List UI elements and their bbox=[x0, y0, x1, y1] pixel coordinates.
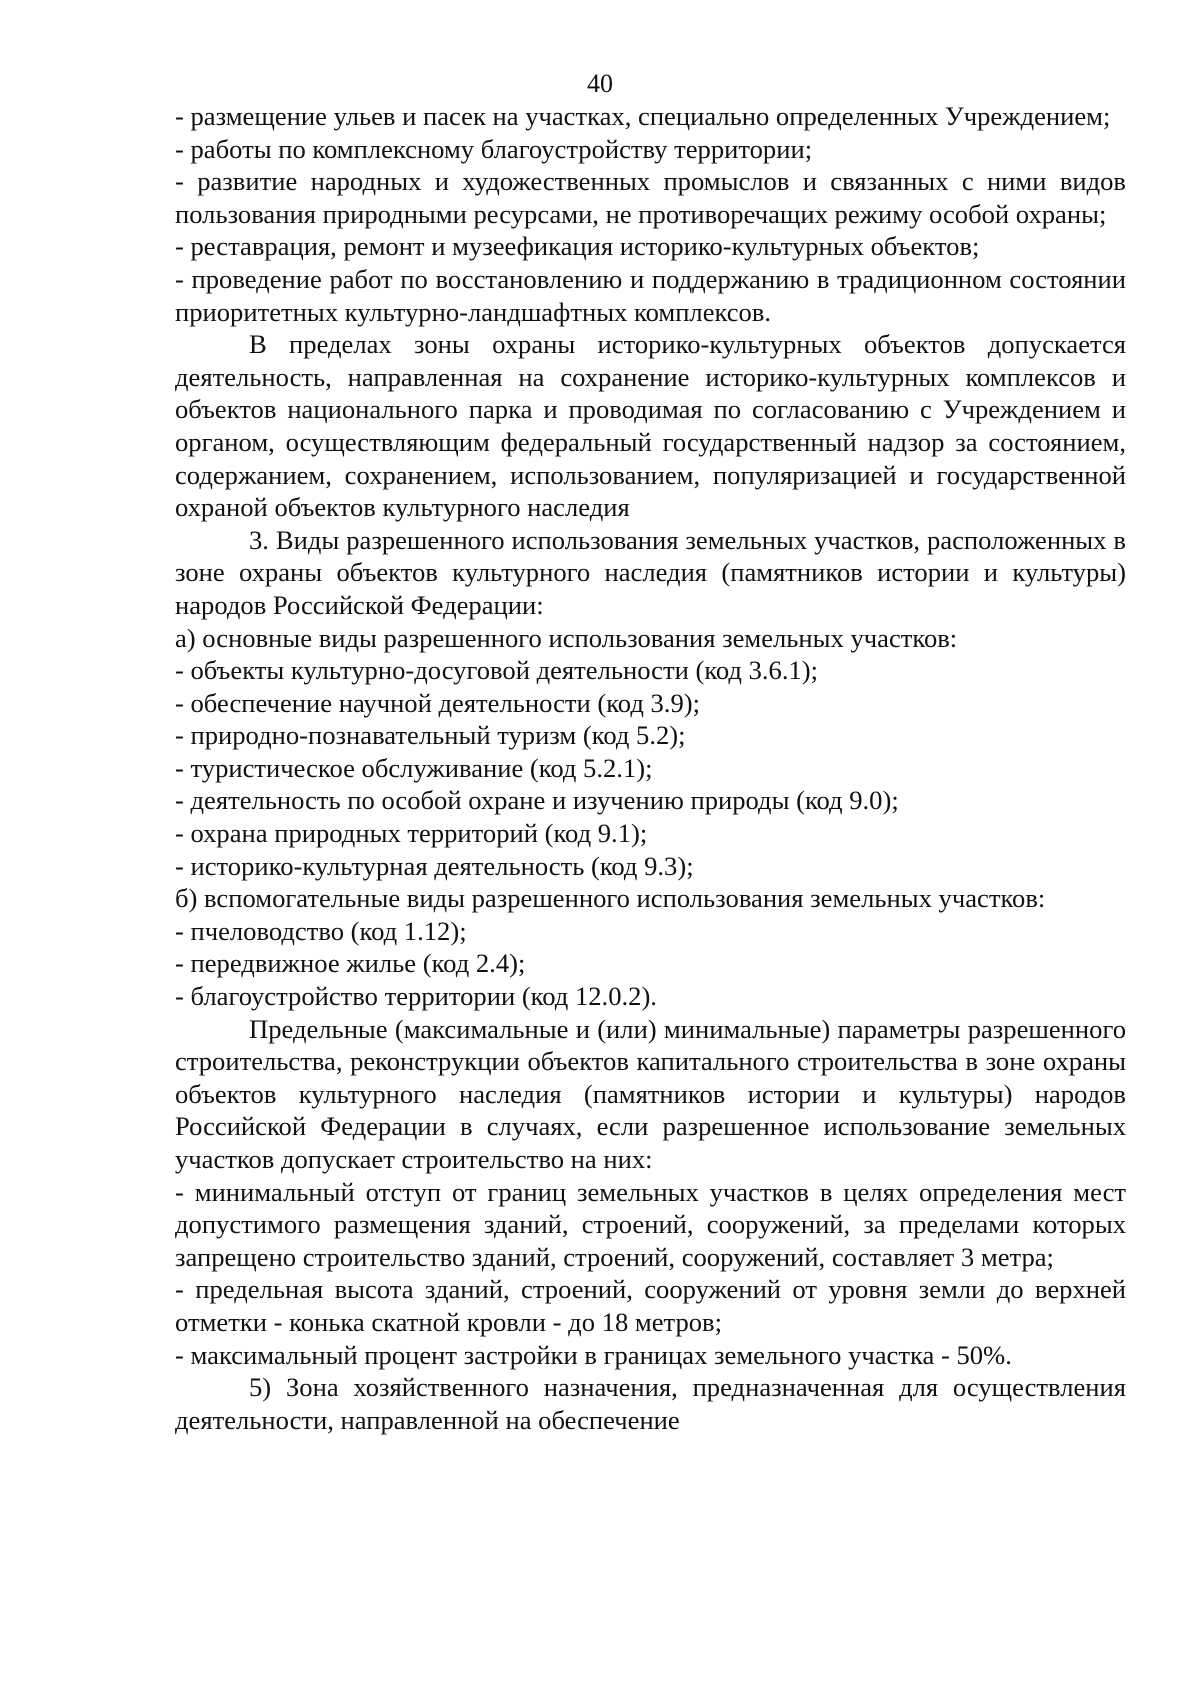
list-item: - деятельность по особой охране и изучению природы (код 9.0); bbox=[175, 785, 899, 816]
page-number: 40 bbox=[587, 69, 613, 98]
list-item: - историко-культурная деятельность (код 9.3); bbox=[175, 850, 694, 881]
paragraph: 5) Зона хозяйственного назначения, предназначенная для осуществления деятельности, направленной на обеспечение bbox=[175, 1372, 1126, 1435]
paragraph: - развитие народных и художественных промыслов и связанных с ними видов пользования природными ресурсами, не противоречащих режиму особой охраны; bbox=[175, 166, 1126, 229]
paragraph: - работы по комплексному благоустройству территории; bbox=[175, 133, 813, 164]
paragraph: - проведение работ по восстановлению и поддержанию в традиционном состоянии приоритетных культурно-ландшафтных комплексов. bbox=[175, 263, 1126, 327]
paragraph: - реставрация, ремонт и музеефикация историко-культурных объектов; bbox=[175, 231, 980, 262]
paragraph: Предельные (максимальные и (или) минимальные) параметры разрешенного строительства, реконструкции объектов капитального строительства в зоне охраны объектов культурного наследия (памятников истории и культуры) народов Российской Федерации в случаях, если разрешенное использование земельных участков допускает строительство на них: bbox=[175, 1013, 1126, 1174]
list-item: - природно-познавательный туризм (код 5.2); bbox=[175, 720, 686, 751]
list-item: - обеспечение научной деятельности (код 3.9); bbox=[175, 687, 700, 718]
list-item: - максимальный процент застройки в границах земельного участка - 50%. bbox=[175, 1339, 1012, 1370]
paragraph: а) основные виды разрешенного использования земельных участков: bbox=[175, 622, 958, 653]
list-item: - благоустройство территории (код 12.0.2). bbox=[175, 981, 657, 1012]
list-item: - пчеловодство (код 1.12); bbox=[175, 915, 467, 946]
list-item: - объекты культурно-досуговой деятельности (код 3.6.1); bbox=[175, 655, 819, 686]
list-item: - минимальный отступ от границ земельных участков в целях определения мест допустимого размещения зданий, строений, сооружений, за пределами которых запрещено строительство зданий, строений, сооружений, составляет 3 метра; bbox=[175, 1176, 1126, 1272]
list-item: - охрана природных территорий (код 9.1); bbox=[175, 818, 648, 849]
document-body bbox=[175, 100, 1126, 1436]
list-item: - предельная высота зданий, строений, сооружений от уровня земли до верхней отметки - конька скатной кровли - до 18 метров; bbox=[175, 1274, 1126, 1337]
list-item: - передвижное жилье (код 2.4); bbox=[175, 948, 526, 979]
paragraph: - размещение ульев и пасек на участках, специально определенных Учреждением; bbox=[175, 101, 1111, 131]
paragraph: б) вспомогательные виды разрешенного использования земельных участков: bbox=[175, 883, 1046, 914]
list-item: - туристическое обслуживание (код 5.2.1); bbox=[175, 752, 653, 783]
paragraph: В пределах зоны охраны историко-культурных объектов допускается деятельность, направленная на сохранение историко-культурных комплексов и объектов национального парка и проводимая по согласованию с Учреждением и органом, осуществляющим федеральный государственный надзор за состоянием, содержанием, сохранением, использованием, популяризацией и государственной охраной объектов культурного наследия bbox=[175, 329, 1126, 523]
paragraph: 3. Виды разрешенного использования земельных участков, расположенных в зоне охраны объектов культурного наследия (памятников истории и культуры) народов Российской Федерации: bbox=[175, 524, 1126, 620]
